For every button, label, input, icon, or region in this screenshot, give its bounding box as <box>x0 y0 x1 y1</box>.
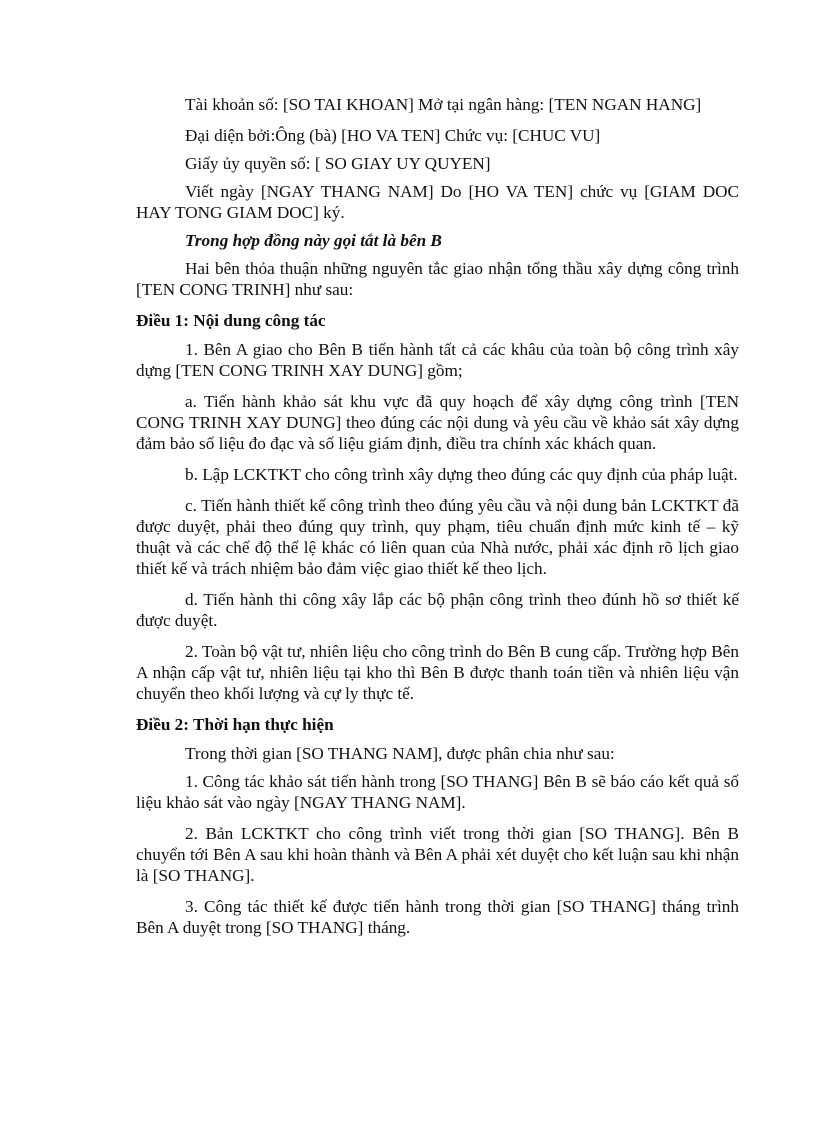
article-2-paragraph: 1. Công tác khảo sát tiến hành trong [SO THANG] Bên B sẽ báo cáo kết quả số liệu khảo sát vào ngày [NGAY THANG NAM]. <box>136 772 739 812</box>
intro-paragraph: Hai bên thỏa thuận những nguyên tắc giao nhận tổng thầu xây dựng công trình [TEN CONG TRINH] như sau: <box>136 259 739 299</box>
article-1-paragraph: d. Tiến hành thi công xây lắp các bộ phận công trình theo đúnh hồ sơ thiết kế được duyệt. <box>136 590 739 630</box>
authorization-info: Giấy ủy quyền số: [ SO GIAY UY QUYEN] <box>185 154 491 173</box>
document-page <box>136 94 739 948</box>
article-2-title: Điều 2: Thời hạn thực hiện <box>136 715 334 734</box>
party-b-note: Trong hợp đồng này gọi tắt là bên B <box>185 231 442 250</box>
article-1-title: Điều 1: Nội dung công tác <box>136 311 326 330</box>
article-1-paragraph: b. Lập LCKTKT cho công trình xây dựng theo đúng các quy định của pháp luật. <box>185 465 738 484</box>
article-2-paragraph: Trong thời gian [SO THANG NAM], được phân chia như sau: <box>185 744 615 763</box>
representative-info: Đại diện bởi:Ông (bà) [HO VA TEN] Chức vụ: [CHUC VU] <box>185 126 601 145</box>
article-2-paragraph: 2. Bản LCKTKT cho công trình viết trong thời gian [SO THANG]. Bên B chuyển tới Bên A sau khi hoàn thành và Bên A phải xét duyệt cho kết luận sau khi nhận là [SO THANG]. <box>136 824 739 885</box>
article-1-paragraph: 2. Toàn bộ vật tư, nhiên liệu cho công trình do Bên B cung cấp. Trường hợp Bên A nhận cấp vật tư, nhiên liệu tại kho thì Bên B được thanh toán tiền và nhiên liệu vận chuyển theo khối lượng và cự ly thực tế. <box>136 642 739 703</box>
article-1-paragraph: c. Tiến hành thiết kế công trình theo đúng yêu cầu và nội dung bản LCKTKT đã được duyệt, phải theo đúng quy trình, quy phạm, tiêu chuẩn định mức kinh tế – kỹ thuật và các chế độ thể lệ khác có liên quan của Nhà nước, phải xác định rõ lịch giao thiết kế và trách nhiệm bảo đảm việc giao thiết kế theo lịch. <box>136 496 739 578</box>
article-1-paragraph: a. Tiến hành khảo sát khu vực đã quy hoạch để xây dựng công trình [TEN CONG TRINH XAY DUNG] theo đúng các nội dung và yêu cầu về khảo sát xây dựng đảm bảo số liệu đo đạc và số liệu giám định, điều tra chính xác khách quan. <box>136 392 739 453</box>
account-info: Tài khoản số: [SO TAI KHOAN] Mở tại ngân hàng: [TEN NGAN HANG] <box>185 95 702 114</box>
signing-info: Viết ngày [NGAY THANG NAM] Do [HO VA TEN] chức vụ [GIAM DOC HAY TONG GIAM DOC] ký. <box>136 182 739 222</box>
article-1-paragraph: 1. Bên A giao cho Bên B tiến hành tất cả các khâu của toàn bộ công trình xây dựng [TEN CONG TRINH XAY DUNG] gồm; <box>136 340 739 380</box>
article-2-paragraph: 3. Công tác thiết kế được tiến hành trong thời gian [SO THANG] tháng trình Bên A duyệt trong [SO THANG] tháng. <box>136 897 739 937</box>
